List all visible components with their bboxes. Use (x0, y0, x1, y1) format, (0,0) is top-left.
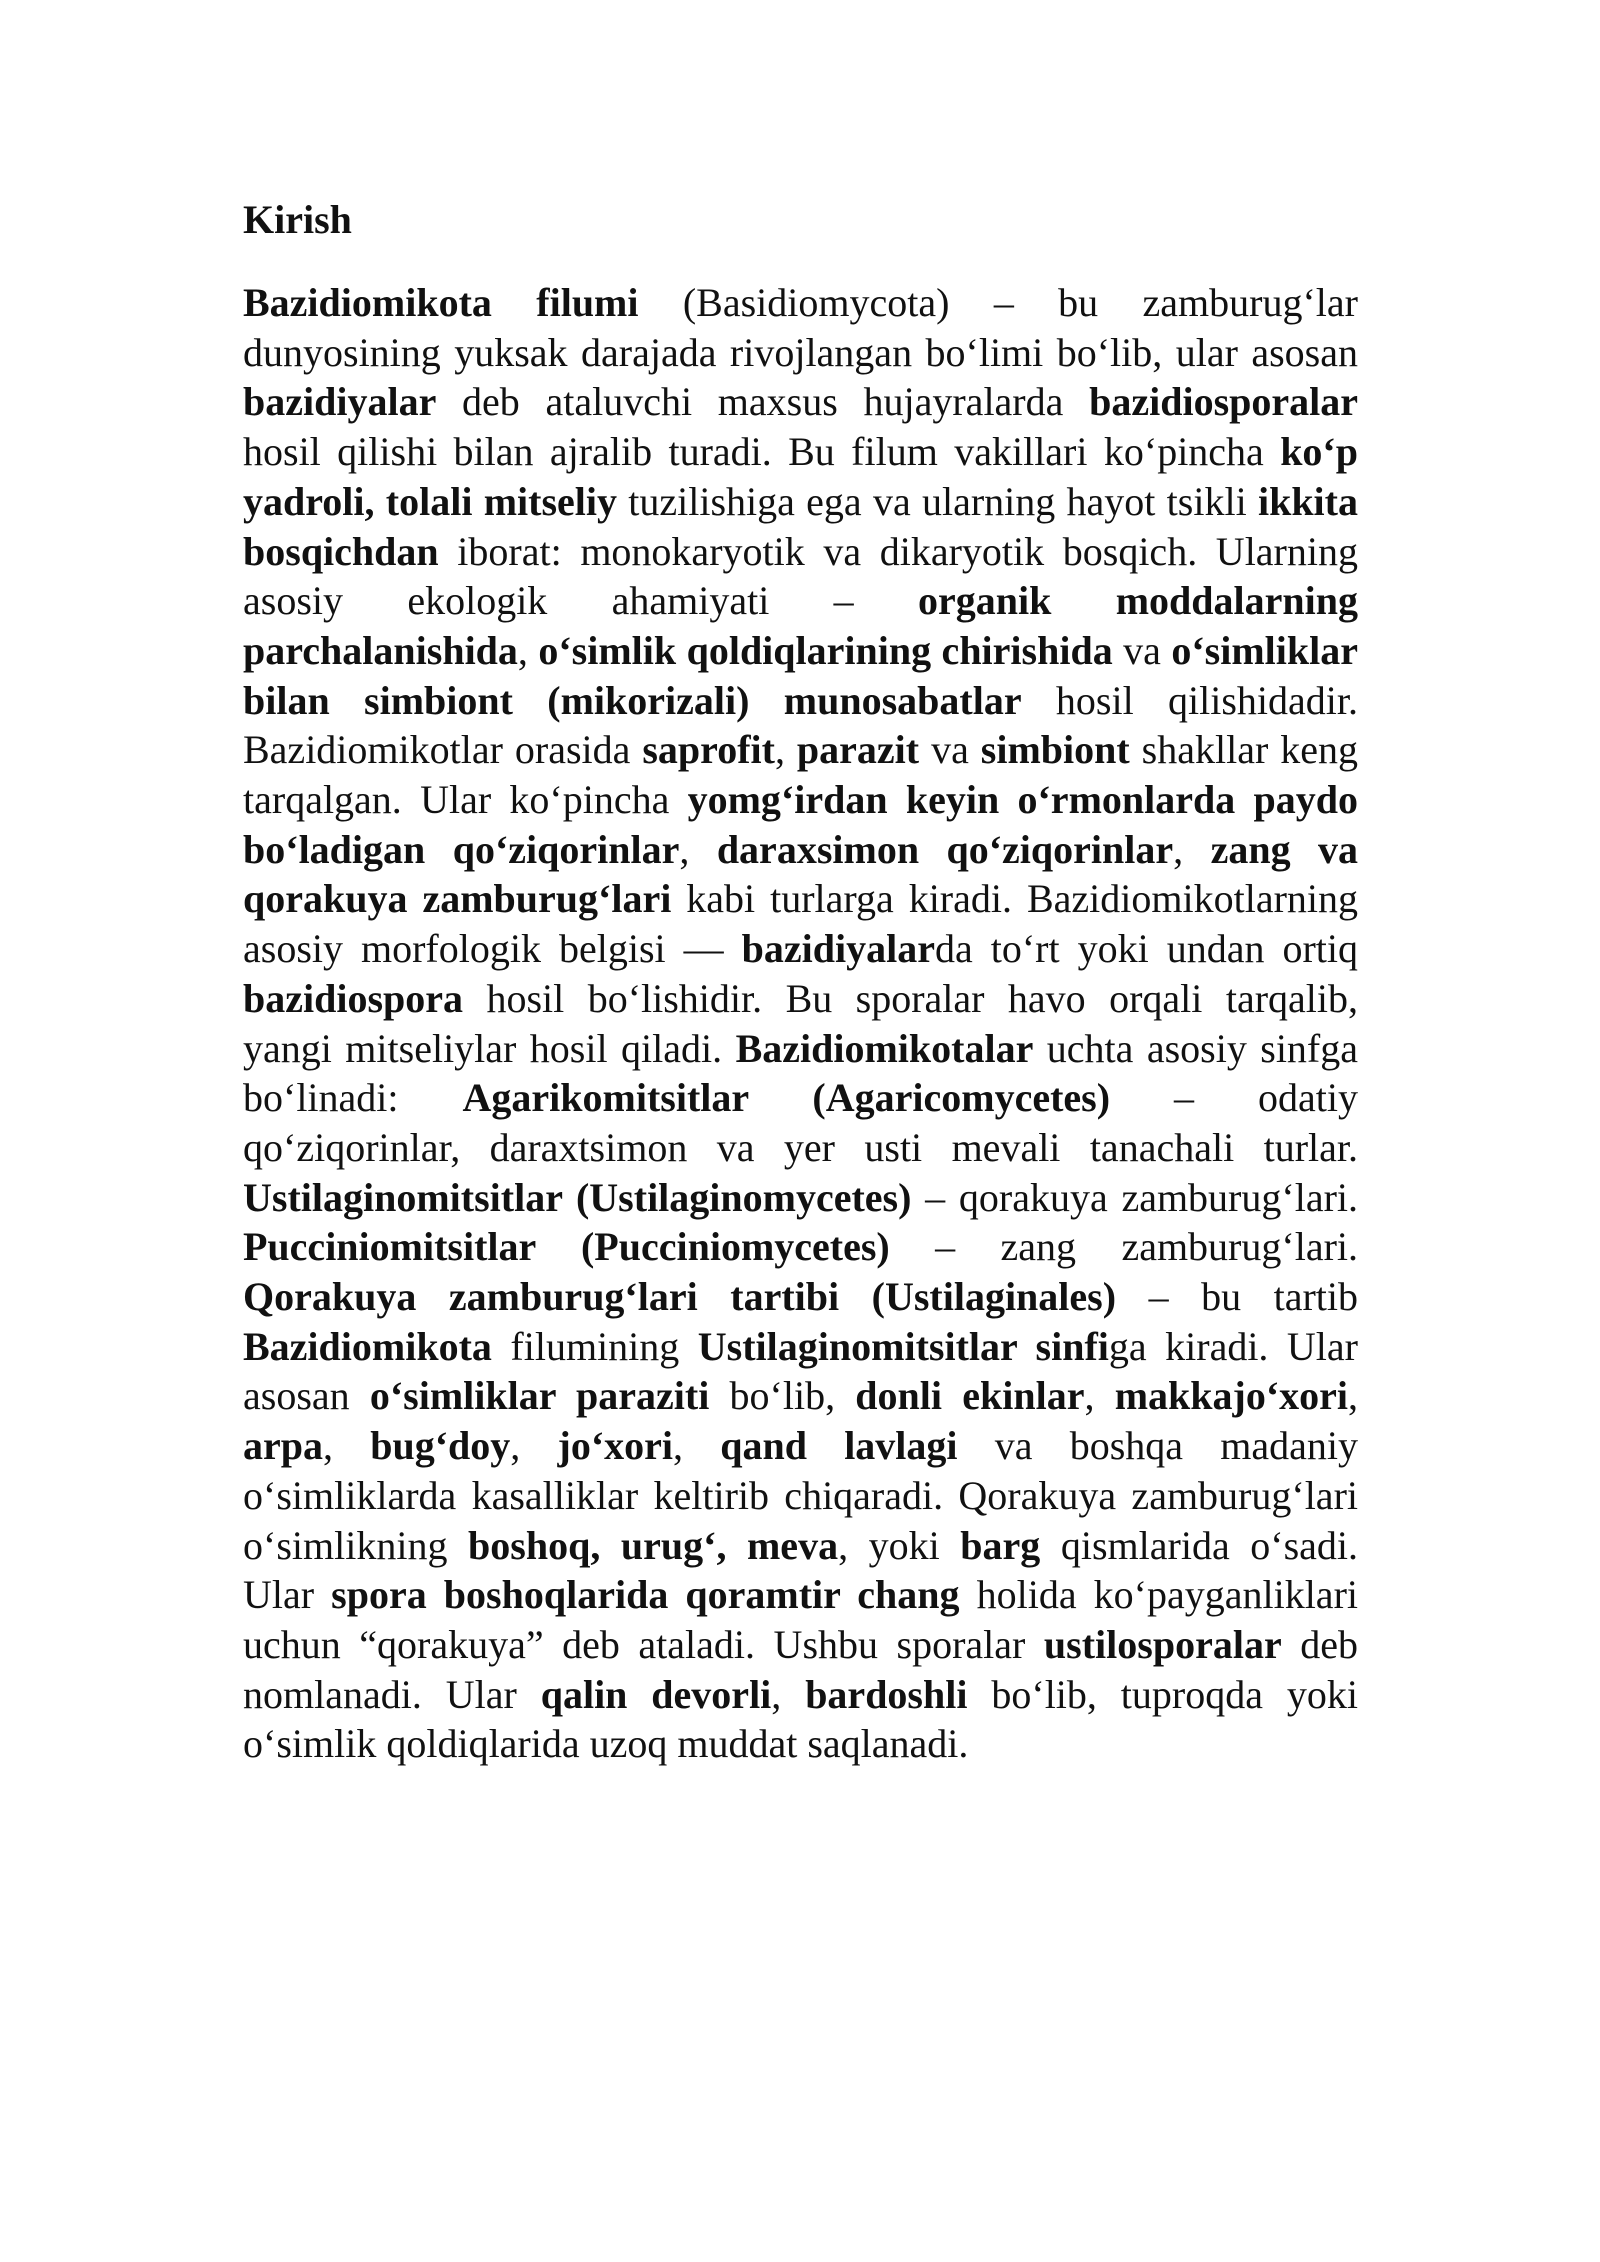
bold-term: Bazidiomikotalar (735, 1025, 1034, 1071)
text-run: , (1084, 1373, 1115, 1419)
text-run: , (771, 1671, 806, 1717)
bold-term: bardoshli (805, 1671, 968, 1717)
text-run: filumining (491, 1323, 698, 1369)
text-run: ga kiradi. Ular asosan (243, 1323, 1358, 1419)
text-run: hosil qilishi bilan ajralib turadi. Bu filum vakillari ko‘pincha (243, 429, 1281, 475)
bold-term: parazit (796, 727, 920, 773)
text-run: hosil bo‘lishidir. Bu sporalar havo orqali tarqalib, yangi mitseliylar hosil qiladi. (243, 975, 1358, 1071)
bold-term: qalin devorli (540, 1671, 772, 1717)
text-run: va (919, 727, 981, 773)
bold-term: organik moddalarning parchalanishida (243, 578, 1358, 673)
text-run: shakllar keng tarqalgan. Ular ko‘pincha (243, 727, 1358, 823)
text-run: – qorakuya zamburug‘lari. (911, 1174, 1358, 1220)
bold-term: jo‘xori (557, 1423, 674, 1469)
bold-term: spora boshoqlarida qoramtir chang (331, 1572, 960, 1618)
text-run: iborat: monokaryotik va dikaryotik bosqich. Ularning asosiy ekologik ahamiyati – (243, 528, 1358, 624)
bold-term: saprofit (642, 727, 775, 773)
text-run: bo‘lib, (709, 1373, 856, 1419)
text-run: , (1173, 826, 1211, 872)
bold-term: bug‘doy (370, 1423, 511, 1469)
bold-term: Bazidiomikota (243, 1323, 492, 1369)
bold-term: ustilosporalar (1043, 1621, 1282, 1667)
bold-term: bazidiosporalar (1089, 379, 1358, 425)
bold-term: qand lavlagi (720, 1423, 958, 1469)
text-run: va (1112, 627, 1172, 673)
text-run: holida ko‘payganliklari uchun “qorakuya” deb ataladi. Ushbu sporalar (243, 1572, 1358, 1667)
text-run: , (1348, 1373, 1359, 1419)
bold-term: Ustilaginomitsitlar (Ustilaginomycetes) (243, 1174, 912, 1220)
bold-term: Bazidiomikota filumi (243, 280, 639, 325)
bold-term: bazidiospora (243, 975, 464, 1021)
bold-term: Pucciniomitsitlar (Pucciniomycetes) (243, 1224, 890, 1270)
bold-term: zang va qorakuya zamburug‘lari (243, 826, 1359, 922)
text-run: qismlarida o‘sadi. Ular (243, 1522, 1359, 1618)
bold-term: Agarikomitsitlar (Agaricomycetes) (462, 1075, 1111, 1121)
section-heading: Kirish (243, 197, 352, 242)
bold-term: o‘simliklar paraziti (369, 1373, 710, 1419)
bold-term: bazidiyalar (243, 379, 437, 425)
text-run: , (679, 826, 717, 872)
text-run: uchta asosiy sinfga bo‘linadi: (243, 1025, 1359, 1121)
text-run: kabi turlarga kiradi. Bazidiomikotlarning asosiy morfologik belgisi — (243, 876, 1358, 972)
text-run: – odatiy qo‘ziqorinlar, daraxtsimon va yer usti mevali tanachali turlar. (243, 1075, 1359, 1170)
text-run: bo‘lib, tuproqda yoki o‘simlik qoldiqlarida uzoq muddat saqlanadi. (243, 1671, 1358, 1767)
bold-term: bazidiyalar (741, 926, 935, 972)
text-run: hosil qilishidadir. Bazidiomikotlar orasida (243, 677, 1359, 773)
bold-term: makkajo‘xori (1114, 1373, 1349, 1419)
text-run: tuzilishiga ega va ularning hayot tsikli (617, 478, 1258, 524)
text-run: – zang zamburug‘lari. (889, 1224, 1358, 1270)
document-page (243, 190, 1358, 1769)
text-run: , (673, 1423, 721, 1469)
text-run: da to‘rt yoki undan ortiq (934, 926, 1358, 972)
text-run: , (323, 1423, 371, 1469)
bold-term: arpa (243, 1423, 323, 1469)
bold-term: barg (960, 1522, 1041, 1568)
bold-term: daraxsimon qo‘ziqorinlar (716, 826, 1174, 872)
bold-term: o‘simliklar bilan simbiont (mikorizali) munosabatlar (243, 627, 1359, 723)
text-run: deb ataluvchi maxsus hujayralarda (436, 379, 1090, 425)
text-run: (Basidiomycota) – bu zamburug‘lar dunyosining yuksak darajada rivojlangan bo‘limi bo‘lib, ular asosan (243, 280, 1358, 375)
bold-term: Ustilaginomitsitlar sinfi (697, 1323, 1109, 1369)
text-run: , (774, 727, 797, 773)
bold-term: ikkita bosqichdan (243, 478, 1358, 574)
text-run: , (517, 627, 539, 673)
bold-term: ko‘p yadroli, tolali mitseliy (243, 429, 1358, 524)
bold-term: simbiont (980, 727, 1130, 773)
text-run: va boshqa madaniy o‘simliklarda kasalliklar keltirib chiqaradi. Qorakuya zamburug‘lari o‘simlikning (243, 1423, 1358, 1568)
body-paragraph (243, 278, 1358, 1769)
bold-term: yomg‘irdan keyin o‘rmonlarda paydo bo‘ladigan qo‘ziqorinlar (243, 777, 1358, 872)
bold-term: o‘simlik qoldiqlarining chirishida (538, 627, 1113, 673)
text-run: , (510, 1423, 558, 1469)
bold-term: Qorakuya zamburug‘lari tartibi (Ustilaginales) (243, 1274, 1117, 1320)
text-run: deb nomlanadi. Ular (243, 1621, 1358, 1717)
bold-term: boshoq, urug‘, meva (468, 1522, 839, 1568)
bold-term: donli ekinlar (855, 1373, 1085, 1419)
text-run: – bu tartib (1116, 1274, 1358, 1320)
text-run: , yoki (838, 1522, 961, 1568)
